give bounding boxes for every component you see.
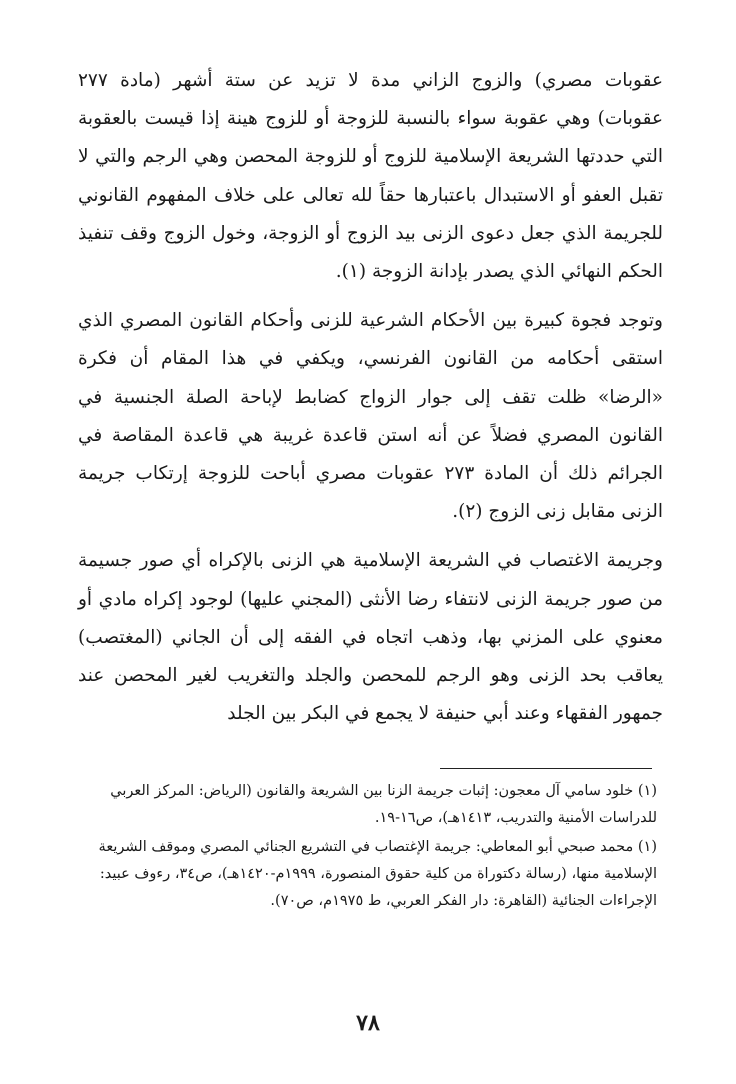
- paragraph-1: عقوبات مصري) والزوج الزاني مدة لا تزيد عن ستة أشهر (مادة ٢٧٧ عقوبات) وهي عقوبة سواء بالنسبة للزوجة أو للزوج هينة إذا قيست بالعقوبة التي حددتها الشريعة الإسلامية للزوج أو للزوجة المحصن وهي الرجم والتي لا تقبل العفو أو الاستبدال باعتبارها حقاً لله تعالى على خلاف المفهوم القانوني للجريمة الذي جعل دعوى الزنى بيد الزوج أو الزوجة، وخول الزوج وقف تنفيذ الحكم النهائي الذي يصدر بإدانة الزوجة (١).: [78, 70, 663, 283]
- footnote-divider: [440, 768, 652, 769]
- footnotes: [95, 778, 657, 917]
- main-text: [78, 62, 663, 733]
- paragraph-3: وجريمة الاغتصاب في الشريعة الإسلامية هي الزنى بالإكراه أي صور جسيمة من صور جريمة الزنى لانتفاء رضا الأنثى (المجني عليها) لوجود إكراه مادي أو معنوي على المزني بها، وذهب اتجاه في الفقه إلى أن الجاني (المغتصب) يعاقب بحد الزنى وهو الرجم للمحصن والجلد والتغريب لغير المحصن عند جمهور الفقهاء وعند أبي حنيفة لا يجمع في البكر بين الجلد: [78, 550, 663, 725]
- page-number: ٧٨: [356, 1010, 380, 1036]
- footnote-1: (١) خلود سامي آل معجون: إثبات جريمة الزنا بين الشريعة والقانون (الرياض: المركز العربي للدراسات الأمنية والتدريب، ١٤١٣هـ)، ص١٦-١٩.: [110, 783, 657, 826]
- footnote-2: (١) محمد صبحي أبو المعاطي: جريمة الإغتصاب في التشريع الجنائي المصري وموقف الشريعة الإسلامية منها، (رسالة دكتوراة من كلية حقوق المنصورة، ١٩٩٩م-١٤٢٠هـ)، ص٣٤، رءوف عبيد: الإجراءات الجنائية (القاهرة: دار الفكر العربي، ط ١٩٧٥م، ص٧٠).: [98, 839, 657, 909]
- paragraph-2: وتوجد فجوة كبيرة بين الأحكام الشرعية للزنى وأحكام القانون المصري الذي استقى أحكامه من القانون الفرنسي، ويكفي في هذا المقام أن فكرة «الرضا» ظلت تقف إلى جوار الزواج كضابط لإباحة الصلة الجنسية في القانون المصري فضلاً عن أنه استن قاعدة غريبة هي قاعدة المقاصة في الجرائم ذلك أن المادة ٢٧٣ عقوبات مصري أباحت للزوجة إرتكاب جريمة الزنى مقابل زنى الزوج (٢).: [78, 310, 664, 523]
